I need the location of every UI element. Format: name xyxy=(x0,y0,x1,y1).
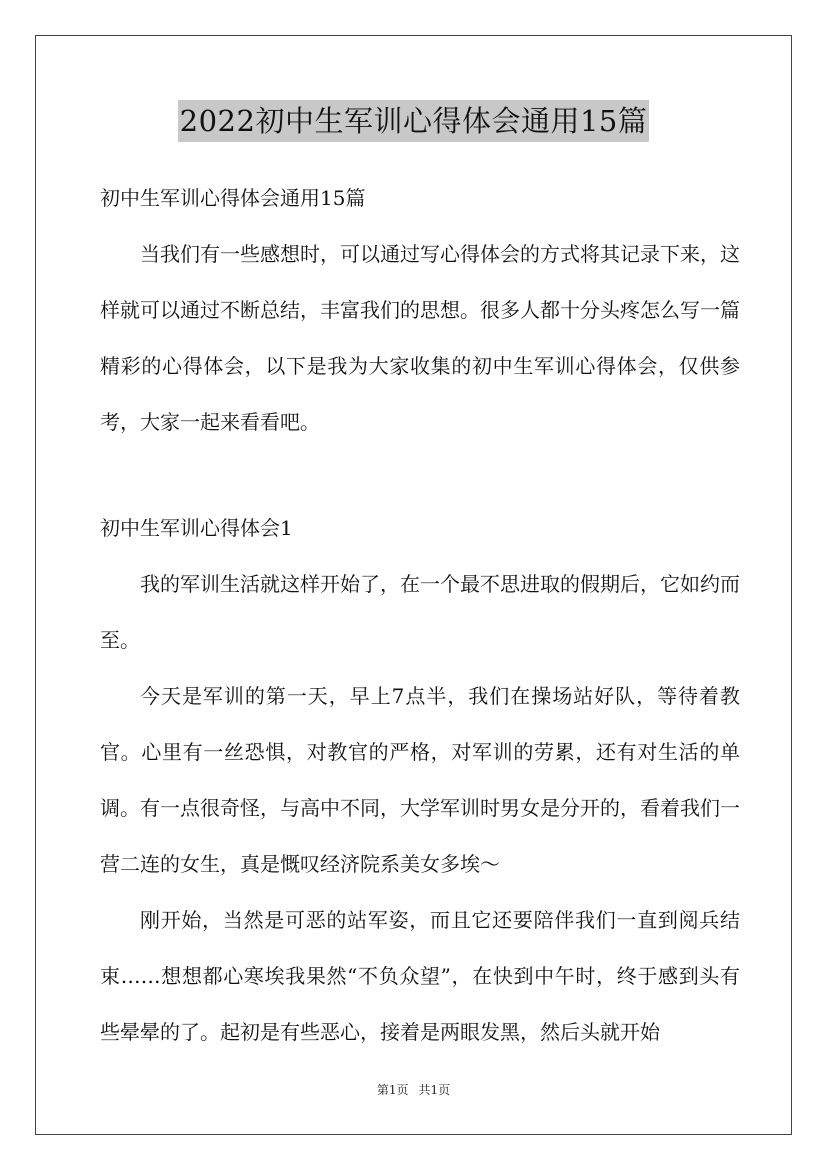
title-container xyxy=(0,100,827,142)
document-title: 2022初中生军训心得体会通用15篇 xyxy=(178,100,650,142)
body-paragraph: 我的军训生活就这样开始了，在一个最不思进取的假期后，它如约而至。 xyxy=(100,572,740,652)
intro-paragraph: 当我们有一些感想时，可以通过写心得体会的方式将其记录下来，这样就可以通过不断总结，丰富我们的思想。很多人都十分头疼怎么写一篇精彩的心得体会，以下是我为大家收集的初中生军训心得体会，仅供参考，大家一起来看看吧。 xyxy=(100,242,740,434)
page-footer xyxy=(0,1081,827,1098)
paragraph-spacer xyxy=(100,450,740,500)
page-number: 第1页 xyxy=(376,1083,409,1097)
body-paragraph: 今天是军训的第一天，早上7点半，我们在操场站好队，等待着教官。心里有一丝恐惧，对教官的严格，对军训的劳累，还有对生活的单调。有一点很奇怪，与高中不同，大学军训时男女是分开的，看着我们一营二连的女生，真是慨叹经济院系美女多埃～ xyxy=(100,684,740,876)
document-body xyxy=(100,170,740,1060)
body-paragraph: 刚开始，当然是可恶的站军姿，而且它还要陪伴我们一直到阅兵结束……想想都心寒埃我果然“不负众望”，在快到中午时，终于感到头有些晕晕的了。起初是有些恶心，接着是两眼发黑，然后头就开始 xyxy=(100,908,740,1044)
section-heading: 初中生军训心得体会1 xyxy=(100,516,293,540)
document-subtitle: 初中生军训心得体会通用15篇 xyxy=(100,186,366,210)
page-total: 共1页 xyxy=(418,1083,451,1097)
